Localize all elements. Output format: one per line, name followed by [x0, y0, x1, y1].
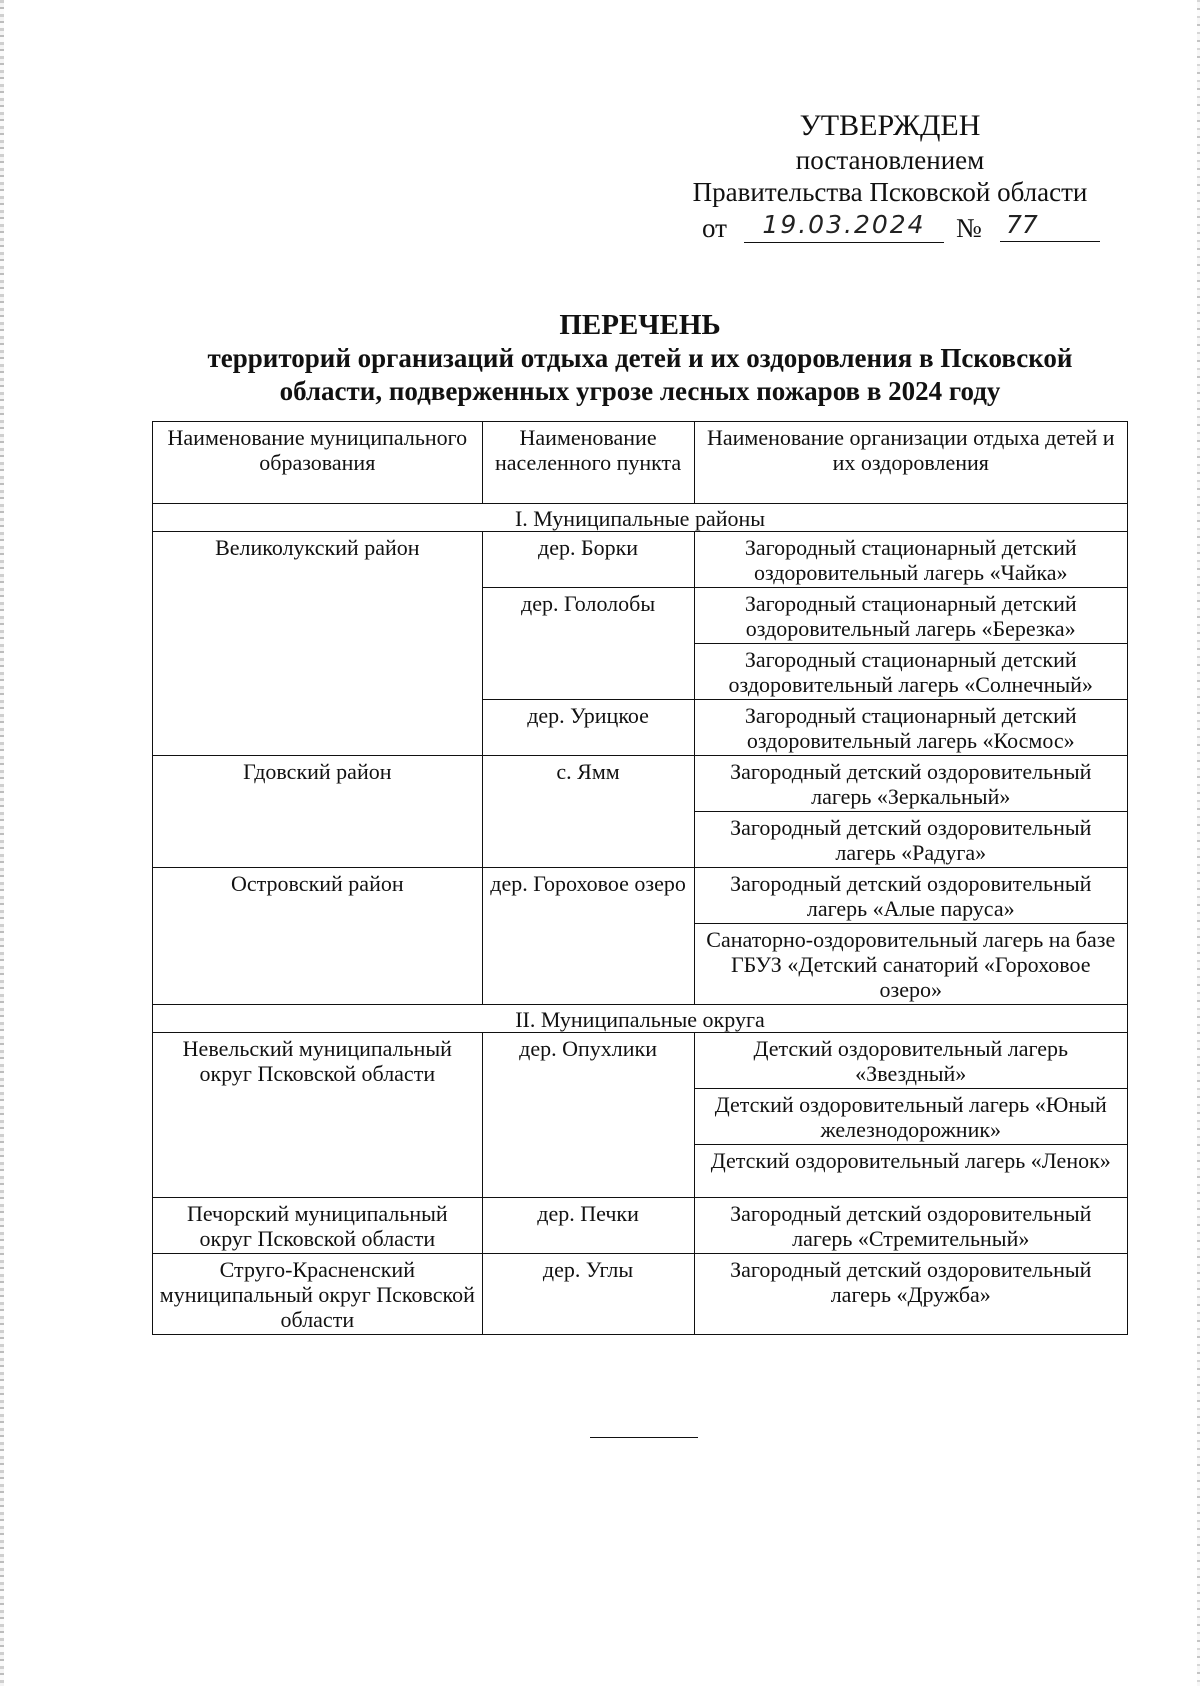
section-row-okrugs: [153, 1005, 1128, 1033]
municipality-cell: Островский район: [153, 868, 483, 1005]
date-prefix-label: от: [702, 213, 727, 243]
organization-cell: Детский оздоровительный лагерь «Ленок»: [694, 1145, 1128, 1198]
title-subtitle-line-1: территорий организаций отдыха детей и их оздоровления в Псковской: [207, 343, 1073, 373]
organization-cell: Загородный детский оздоровительный лагерь «Алые паруса»: [694, 868, 1128, 924]
organization-cell: Санаторно-оздоровительный лагерь на базе ГБУЗ «Детский санаторий «Гороховое озеро»: [694, 924, 1128, 1005]
organization-cell: Загородный стационарный детский оздоровительный лагерь «Чайка»: [694, 532, 1128, 588]
settlement-cell: дер. Гололобы: [482, 588, 694, 700]
approval-date-line: [660, 208, 1120, 248]
municipality-cell: Гдовский район: [153, 756, 483, 868]
approval-heading: УТВЕРЖДЕН: [799, 109, 981, 142]
number-sign-label: №: [956, 213, 982, 243]
settlement-cell: дер. Гороховое озеро: [482, 868, 694, 1005]
municipality-cell: Великолукский район: [153, 532, 483, 756]
organization-cell: Детский оздоровительный лагерь «Звездный»: [694, 1033, 1128, 1089]
section-title-okrugs: II. Муниципальные округа: [153, 1005, 1128, 1033]
settlement-cell: с. Ямм: [482, 756, 694, 868]
title-subtitle-line-2: области, подверженных угрозе лесных пожаров в 2024 году: [279, 376, 1001, 406]
municipality-cell: Струго-Красненский муниципальный округ Псковской области: [153, 1254, 483, 1335]
camps-table: [152, 421, 1128, 1335]
document-title: [150, 308, 1130, 408]
table-row: [153, 1198, 1128, 1254]
settlement-cell: дер. Борки: [482, 532, 694, 588]
approval-authority: Правительства Псковской области: [692, 177, 1088, 207]
table-row: [153, 1033, 1128, 1089]
organization-cell: Загородный стационарный детский оздоровительный лагерь «Космос»: [694, 700, 1128, 756]
table-row: [153, 868, 1128, 924]
organization-cell: Загородный детский оздоровительный лагерь «Радуга»: [694, 812, 1128, 868]
settlement-cell: дер. Опухлики: [482, 1033, 694, 1198]
municipality-cell: Невельский муниципальный округ Псковской области: [153, 1033, 483, 1198]
header-settlement: Наименование населенного пункта: [482, 422, 694, 504]
header-municipality: Наименование муниципального образования: [153, 422, 483, 504]
organization-cell: Загородный детский оздоровительный лагерь «Стремительный»: [694, 1198, 1128, 1254]
scan-edge-left: [0, 0, 4, 1686]
table-row: [153, 756, 1128, 812]
organization-cell: Загородный детский оздоровительный лагерь «Зеркальный»: [694, 756, 1128, 812]
section-title-districts: I. Муниципальные районы: [153, 504, 1128, 532]
table-header-row: [153, 422, 1128, 504]
settlement-cell: дер. Урицкое: [482, 700, 694, 756]
settlement-cell: дер. Печки: [482, 1198, 694, 1254]
organization-cell: Детский оздоровительный лагерь «Юный железнодорожник»: [694, 1089, 1128, 1145]
settlement-cell: дер. Углы: [482, 1254, 694, 1335]
organization-cell: Загородный стационарный детский оздоровительный лагерь «Березка»: [694, 588, 1128, 644]
approval-decree: постановлением: [795, 145, 985, 175]
organization-cell: Загородный стационарный детский оздоровительный лагерь «Солнечный»: [694, 644, 1128, 700]
header-organization: Наименование организации отдыха детей и их оздоровления: [694, 422, 1128, 504]
municipality-cell: Печорский муниципальный округ Псковской области: [153, 1198, 483, 1254]
table-row: [153, 1254, 1128, 1335]
title-main: ПЕРЕЧЕНЬ: [559, 309, 721, 341]
decree-number: 77: [1000, 208, 1100, 242]
organization-cell: Загородный детский оздоровительный лагерь «Дружба»: [694, 1254, 1128, 1335]
approval-block: [660, 108, 1120, 248]
end-of-document-line: [590, 1437, 698, 1438]
section-row-districts: [153, 504, 1128, 532]
table-row: [153, 532, 1128, 588]
decree-date: 19.03.2024: [744, 208, 944, 243]
